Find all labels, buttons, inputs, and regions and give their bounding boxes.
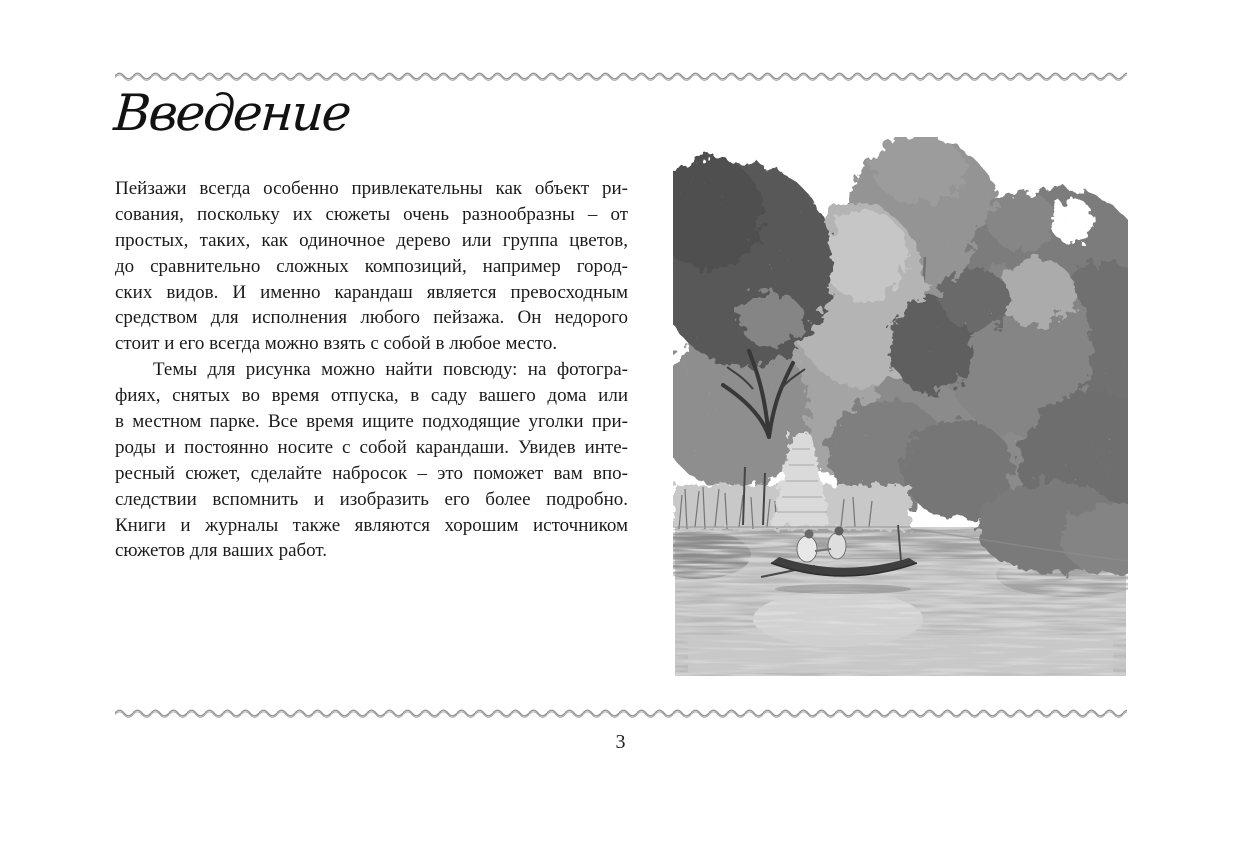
body-text xyxy=(115,176,628,564)
decorative-wave-bottom xyxy=(115,706,1127,720)
text-line: стоит и его всегда можно взять с собой в любое место. xyxy=(115,333,558,355)
landscape-illustration xyxy=(673,137,1128,678)
text-line: фиях, снятых во время отпуска, в саду вашего дома или xyxy=(115,385,628,407)
text-line: средством для исполнения любого пейзажа. Он недорого xyxy=(115,307,628,329)
page-number: 3 xyxy=(615,731,626,753)
text-line: в местном парке. Все время ищите подходящие уголки при- xyxy=(115,411,628,433)
wave-rule-icon xyxy=(115,69,1127,83)
text-line: простых, таких, как одиночное дерево или группа цветов, xyxy=(115,229,628,251)
page-title: Введение xyxy=(112,84,352,142)
text-line: ресный сюжет, сделайте набросок – это поможет вам впо- xyxy=(115,462,628,484)
decorative-wave-top xyxy=(115,69,1127,83)
text-line: Книги и журналы также являются хорошим источником xyxy=(115,514,628,536)
text-line: роды и постоянно носите с собой карандаши. Увидев инте- xyxy=(115,436,628,458)
text-line: следствии вспомнить и изобразить его более подробно. xyxy=(115,488,628,510)
wave-rule-icon xyxy=(115,706,1127,720)
text-line: Темы для рисунка можно найти повсюду: на фотогра- xyxy=(153,359,628,381)
text-line: ских видов. И именно карандаш является превосходным xyxy=(115,281,628,303)
text-line: сюжетов для ваших работ. xyxy=(115,540,328,562)
landscape-drawing-svg xyxy=(673,137,1128,678)
text-line: сования, поскольку их сюжеты очень разнообразны – от xyxy=(115,203,628,225)
text-line: Пейзажи всегда особенно привлекательны как объект ри- xyxy=(115,178,628,199)
text-line: до сравнительно сложных композиций, например город- xyxy=(115,255,628,277)
